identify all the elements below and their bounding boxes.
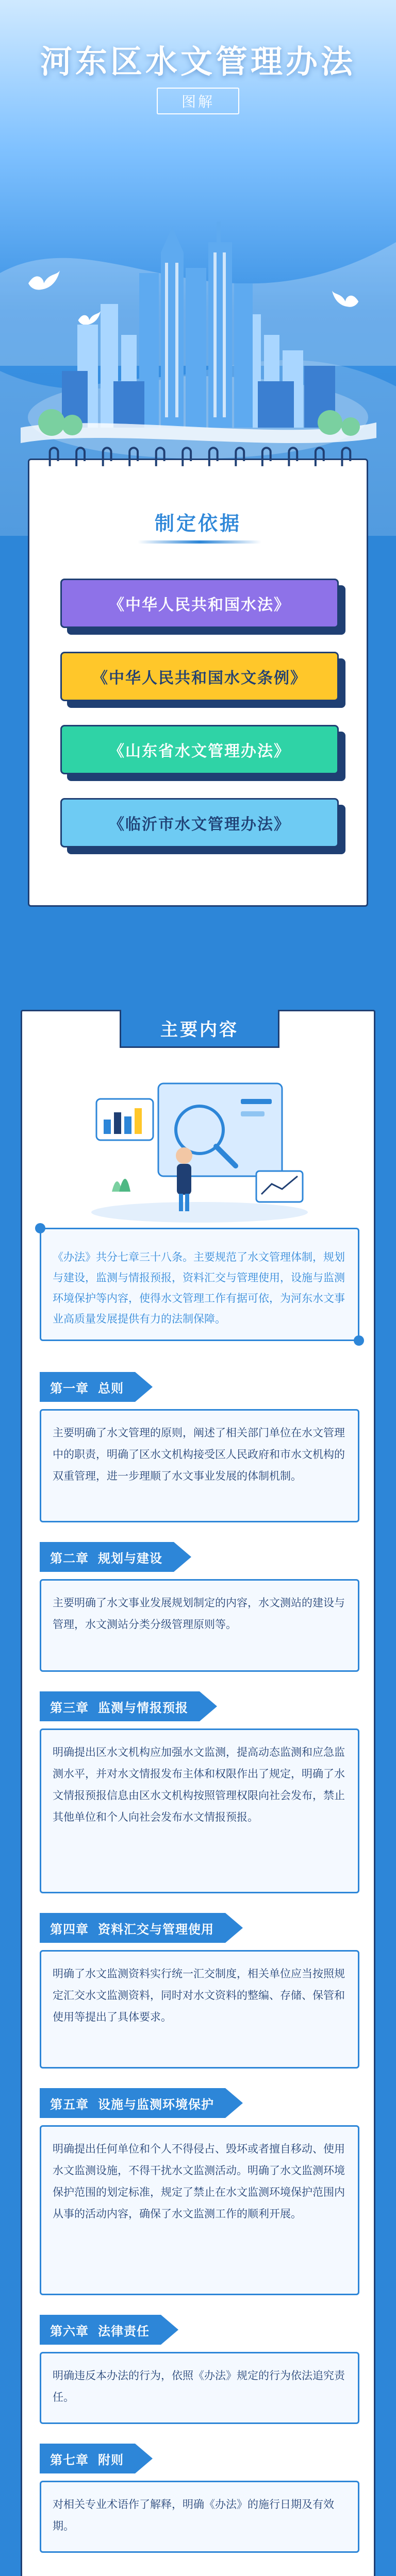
- chapter-text: 主要明确了水文管理的原则，阐述了相关部门单位在水文管理中的职责，明确了区水文机构接受区人民政府和市水文机构的双重管理，进一步理顺了水文事业发展的体制机制。: [40, 1409, 359, 1522]
- analytics-illustration: [81, 1068, 318, 1228]
- basis-title: 制定依据: [154, 512, 241, 535]
- law-item: 《中华人民共和国水法》: [60, 579, 339, 628]
- main-content-title: 主要内容: [120, 1010, 279, 1048]
- basis-card: [28, 459, 368, 907]
- intro-text: 《办法》共分七章三十八条。主要规范了水文管理体制，规划与建设，监测与情报预报，资料汇交与管理使用，设施与监测环境保护等内容，使得水文管理工作有据可依，为河东水文事业高质量发展提供有力的法制保障。: [40, 1228, 359, 1341]
- chapter-tag: 第三章 监测与情报预报: [40, 1691, 200, 1721]
- chapter-tag: 第一章 总则: [40, 1372, 135, 1402]
- chapter-tag: 第六章 法律责任: [40, 2315, 161, 2345]
- page-title: 河东区水文管理办法: [40, 43, 356, 80]
- chapter-text: 主要明确了水文事业发展规划制定的内容，水文测站的建设与管理，水文测站分类分级管理原则等。: [40, 1579, 359, 1672]
- city-skyline-illustration: [0, 196, 396, 484]
- law-item: 《临沂市水文管理办法》: [60, 798, 339, 848]
- chapter-text: 明确提出任何单位和个人不得侵占、毁坏或者擅自移动、使用水文监测设施，不得干扰水文监测活动。明确了水文监测环境保护范围的划定标准，规定了禁止在水文监测环境保护范围内从事的活动内容，确保了水文监测工作的顺利开展。: [40, 2125, 359, 2295]
- chapter-tag: 第二章 规划与建设: [40, 1542, 174, 1572]
- chapter-tag: 第五章 设施与监测环境保护: [40, 2088, 225, 2118]
- law-item: 《山东省水文管理办法》: [60, 725, 339, 774]
- law-item: 《中华人民共和国水文条例》: [60, 652, 339, 701]
- subtitle-badge: 图解: [157, 88, 239, 114]
- chapter-text: 明确了水文监测资料实行统一汇交制度，相关单位应当按照规定汇交水文监测资料，同时对水文资料的整编、存储、保管和使用等提出了具体要求。: [40, 1950, 359, 2069]
- chapter-text: 对相关专业术语作了解释，明确《办法》的施行日期及有效期。: [40, 2481, 359, 2553]
- main-content-card: [21, 1010, 375, 2576]
- chapter-text: 明确提出区水文机构应加强水文监测，提高动态监测和应急监测水平，并对水文情报发布主体和权限作出了规定，明确了水文情报预报信息由区水文机构按照管理权限向社会发布，禁止其他单位和个人向社会发布水文情报预报。: [40, 1728, 359, 1893]
- chapter-text: 明确违反本办法的行为，依照《办法》规定的行为依法追究责任。: [40, 2352, 359, 2424]
- chapter-tag: 第四章 资料汇交与管理使用: [40, 1913, 225, 1943]
- chapter-tag: 第七章 附则: [40, 2444, 135, 2473]
